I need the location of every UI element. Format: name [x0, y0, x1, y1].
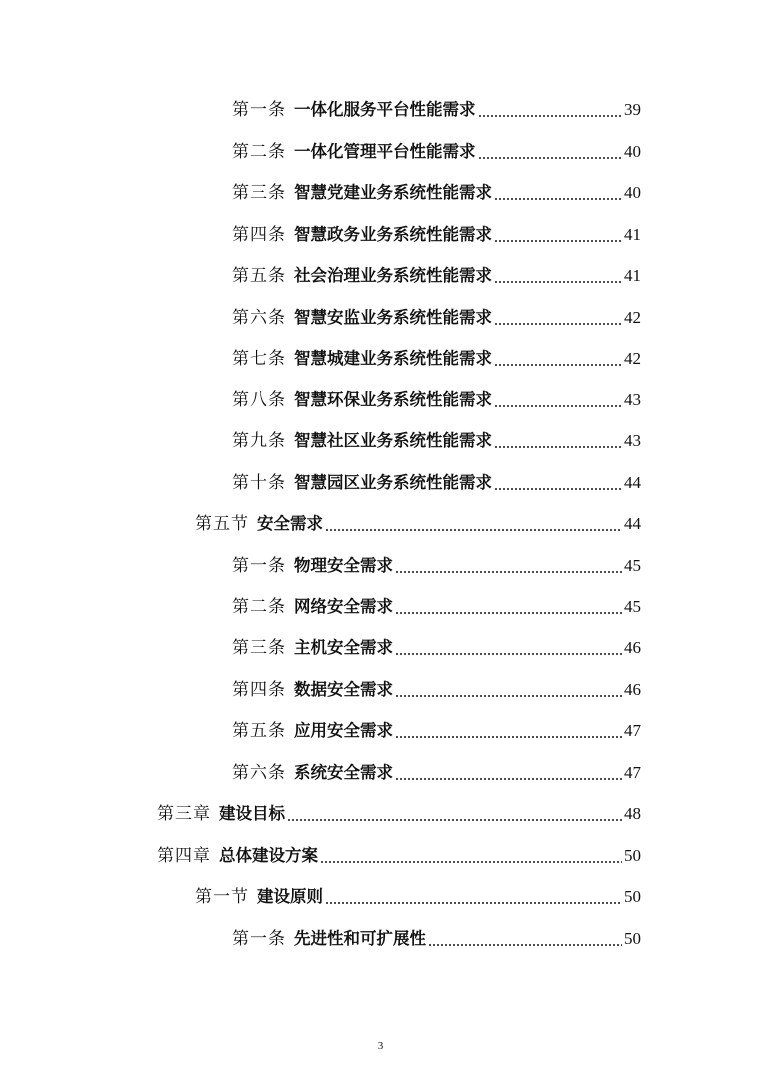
toc-entry-title: 智慧党建业务系统性能需求 — [294, 183, 492, 202]
toc-entry-number: 第三条 — [232, 183, 286, 203]
toc-entry-page: 40 — [624, 142, 641, 161]
toc-entry[interactable] — [195, 511, 641, 537]
toc-entry-title: 安全需求 — [257, 514, 323, 533]
toc-entry-title: 网络安全需求 — [294, 597, 393, 616]
toc-entry-number: 第十条 — [232, 473, 286, 493]
toc-entry[interactable] — [195, 884, 641, 910]
toc-entry-page: 42 — [624, 308, 641, 327]
toc-entry-number: 第一条 — [232, 100, 286, 120]
toc-entry-page: 44 — [624, 514, 641, 533]
toc-entry-title: 物理安全需求 — [294, 556, 393, 575]
toc-entry-page: 48 — [624, 804, 641, 823]
toc-entry-title: 建设原则 — [257, 887, 323, 906]
toc-entry-page: 46 — [624, 680, 641, 699]
toc-entry-number: 第五条 — [232, 721, 286, 741]
toc-entry[interactable] — [232, 305, 641, 331]
toc-entry-title: 总体建设方案 — [219, 846, 318, 865]
dot-leader — [494, 323, 622, 325]
toc-entry-number: 第一条 — [232, 556, 286, 576]
toc-entry-page: 43 — [624, 390, 641, 409]
toc-entry-number: 第四章 — [157, 846, 211, 866]
toc-entry-number: 第四条 — [232, 225, 286, 245]
toc-entry-title: 智慧政务业务系统性能需求 — [294, 225, 492, 244]
dot-leader — [494, 240, 622, 242]
toc-entry-title: 智慧环保业务系统性能需求 — [294, 390, 492, 409]
toc-entry-number: 第一条 — [232, 929, 286, 949]
toc-entry-number: 第五节 — [195, 514, 249, 534]
toc-entry-number: 第一节 — [195, 887, 249, 907]
toc-entry-number: 第三条 — [232, 638, 286, 658]
toc-entry-page: 43 — [624, 431, 641, 450]
toc-entry-number: 第八条 — [232, 390, 286, 410]
toc-entry-page: 40 — [624, 183, 641, 202]
toc-entry-page: 44 — [624, 473, 641, 492]
toc-entry[interactable] — [232, 139, 641, 165]
toc-entry-title: 建设目标 — [219, 804, 285, 823]
toc-entry-number: 第七条 — [232, 349, 286, 369]
toc-entry-page: 46 — [624, 638, 641, 657]
toc-entry[interactable] — [232, 553, 641, 579]
toc-entry-page: 39 — [624, 100, 641, 119]
toc-entry[interactable] — [157, 843, 641, 869]
dot-leader — [494, 405, 622, 407]
toc-entry-page: 47 — [624, 721, 641, 740]
toc-entry-number: 第六条 — [232, 763, 286, 783]
toc-entry-number: 第二条 — [232, 142, 286, 162]
toc-entry-number: 第六条 — [232, 308, 286, 328]
toc-entry[interactable] — [232, 760, 641, 786]
toc-entry-page: 50 — [624, 887, 641, 906]
toc-entry-title: 数据安全需求 — [294, 680, 393, 699]
dot-leader — [287, 819, 622, 821]
toc-entry-number: 第五条 — [232, 266, 286, 286]
dot-leader — [395, 571, 622, 573]
dot-leader — [494, 198, 622, 200]
dot-leader — [478, 157, 623, 159]
toc-entry-title: 一体化服务平台性能需求 — [294, 100, 476, 119]
toc-entry[interactable] — [232, 263, 641, 289]
dot-leader — [395, 695, 622, 697]
toc-entry-title: 智慧社区业务系统性能需求 — [294, 431, 492, 450]
dot-leader — [395, 653, 622, 655]
toc-entry[interactable] — [232, 926, 641, 952]
toc-entry[interactable] — [232, 428, 641, 454]
dot-leader — [395, 736, 622, 738]
toc-entry-title: 系统安全需求 — [294, 763, 393, 782]
toc-entry-number: 第九条 — [232, 431, 286, 451]
dot-leader — [428, 944, 622, 946]
toc-entry-page: 45 — [624, 597, 641, 616]
toc-entry-title: 应用安全需求 — [294, 721, 393, 740]
dot-leader — [395, 778, 622, 780]
toc-entry-page: 50 — [624, 929, 641, 948]
dot-leader — [325, 902, 622, 904]
toc-entry[interactable] — [232, 470, 641, 496]
toc-entry-title: 主机安全需求 — [294, 638, 393, 657]
toc-entry[interactable] — [232, 222, 641, 248]
dot-leader — [494, 281, 622, 283]
dot-leader — [494, 446, 622, 448]
toc-entry[interactable] — [232, 594, 641, 620]
toc-entry-page: 45 — [624, 556, 641, 575]
toc-entry-number: 第四条 — [232, 680, 286, 700]
dot-leader — [325, 529, 622, 531]
toc-entry-page: 41 — [624, 225, 641, 244]
dot-leader — [494, 364, 622, 366]
dot-leader — [320, 861, 622, 863]
toc-entry[interactable] — [232, 635, 641, 661]
toc-entry-title: 社会治理业务系统性能需求 — [294, 266, 492, 285]
toc-entry[interactable] — [232, 677, 641, 703]
toc-entry-page: 41 — [624, 266, 641, 285]
toc-entry-number: 第二条 — [232, 597, 286, 617]
toc-entry[interactable] — [232, 97, 641, 123]
dot-leader — [395, 612, 622, 614]
toc-entry-page: 47 — [624, 763, 641, 782]
toc-entry-title: 智慧安监业务系统性能需求 — [294, 308, 492, 327]
toc-entry-page: 50 — [624, 846, 641, 865]
dot-leader — [494, 488, 622, 490]
toc-entry[interactable] — [232, 718, 641, 744]
toc-entry-page: 42 — [624, 349, 641, 368]
page-number: 3 — [377, 1040, 384, 1052]
toc-entry-title: 先进性和可扩展性 — [294, 929, 426, 948]
toc-entry[interactable] — [232, 180, 641, 206]
toc-entry[interactable] — [232, 346, 641, 372]
toc-entry-title: 智慧园区业务系统性能需求 — [294, 473, 492, 492]
toc-entry-number: 第三章 — [157, 804, 211, 824]
dot-leader — [478, 115, 623, 117]
toc-entry[interactable] — [157, 801, 641, 827]
toc-entry-title: 智慧城建业务系统性能需求 — [294, 349, 492, 368]
toc-entry-title: 一体化管理平台性能需求 — [294, 142, 476, 161]
toc-entry[interactable] — [232, 387, 641, 413]
